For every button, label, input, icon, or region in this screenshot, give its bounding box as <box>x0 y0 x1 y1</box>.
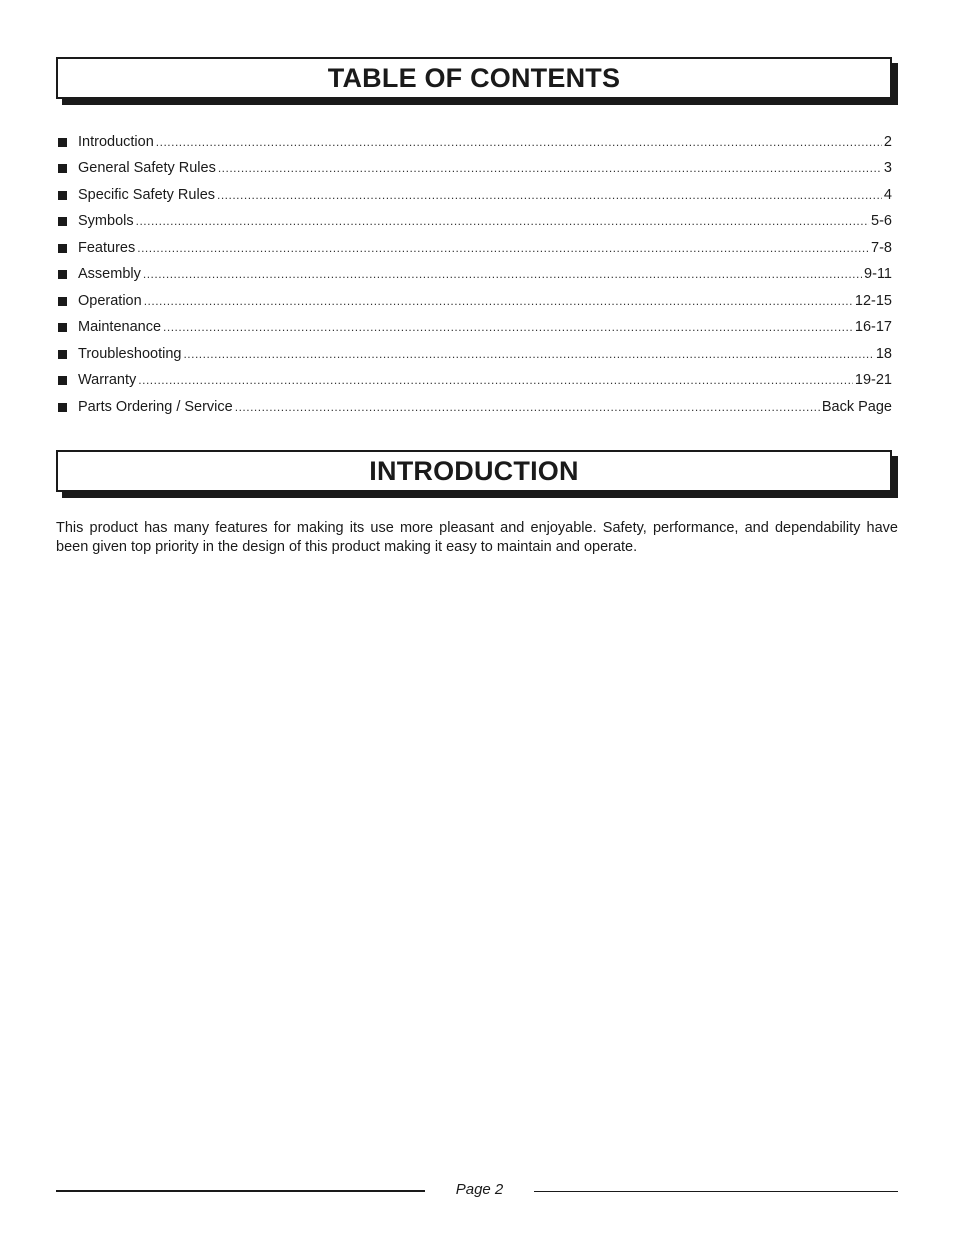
toc-item-title: General Safety Rules <box>78 160 216 176</box>
toc-item-page: 9-11 <box>864 266 892 282</box>
toc-leader-dots <box>217 186 882 204</box>
toc-item-page: 5-6 <box>871 213 892 229</box>
toc-leader-dots <box>144 292 853 310</box>
toc-item-title: Introduction <box>78 133 154 150</box>
footer-rule-right <box>534 1191 898 1192</box>
toc-item-title: Specific Safety Rules <box>78 186 216 203</box>
toc-item-title: Warranty <box>78 372 137 388</box>
square-bullet-icon <box>58 297 67 306</box>
square-bullet-icon <box>58 244 67 253</box>
toc-item-title: Parts Ordering / Service <box>78 398 233 415</box>
toc-item-title: Troubleshooting <box>78 345 182 362</box>
page-number: Page 2 <box>455 1181 504 1198</box>
toc-leader-dots <box>163 318 853 336</box>
toc-leader-dots <box>156 133 882 151</box>
toc-leader-dots <box>218 159 882 177</box>
toc-item[interactable] <box>58 151 892 178</box>
toc-item[interactable] <box>58 389 892 416</box>
toc-item[interactable] <box>58 336 892 363</box>
toc-leader-dots <box>137 239 869 257</box>
toc-leader-dots <box>143 265 862 283</box>
square-bullet-icon <box>58 138 67 147</box>
toc-item-title: Maintenance <box>78 319 162 335</box>
square-bullet-icon <box>58 403 67 412</box>
square-bullet-icon <box>58 376 67 385</box>
toc-item[interactable] <box>58 283 892 310</box>
introduction-body: This product has many features for making its use more pleasant and enjoyable. Safety, performance, and dependability have been given top priority in the design of this product making it easy to maintain and operate. <box>56 520 898 555</box>
toc-item-title: Features <box>78 239 136 256</box>
toc-item-page: 19-21 <box>854 372 892 388</box>
square-bullet-icon <box>58 350 67 359</box>
toc-leader-dots <box>183 345 873 363</box>
toc-header-box <box>56 57 892 99</box>
toc-list <box>58 124 892 416</box>
toc-item-page: 18 <box>875 345 892 362</box>
toc-item-page: Back Page <box>821 398 892 415</box>
square-bullet-icon <box>58 164 67 173</box>
toc-leader-dots <box>138 371 853 389</box>
toc-item[interactable] <box>58 124 892 151</box>
toc-item[interactable] <box>58 363 892 390</box>
introduction-header-box <box>56 450 892 492</box>
toc-item[interactable] <box>58 257 892 284</box>
toc-item-page: 7-8 <box>871 239 892 256</box>
toc-item[interactable] <box>58 310 892 337</box>
introduction-heading: INTRODUCTION <box>369 455 579 486</box>
square-bullet-icon <box>58 191 67 200</box>
toc-leader-dots <box>136 212 869 230</box>
toc-heading: TABLE OF CONTENTS <box>327 62 621 93</box>
footer-rule-left <box>56 1190 425 1192</box>
square-bullet-icon <box>58 323 67 332</box>
toc-item-page: 4 <box>883 186 892 203</box>
toc-item[interactable] <box>58 230 892 257</box>
square-bullet-icon <box>58 270 67 279</box>
toc-item[interactable] <box>58 204 892 231</box>
toc-leader-dots <box>235 398 820 416</box>
square-bullet-icon <box>58 217 67 226</box>
toc-item-page: 16-17 <box>854 319 892 335</box>
toc-item-page: 3 <box>883 160 892 176</box>
toc-item-title: Assembly <box>78 266 141 282</box>
toc-item-title: Operation <box>78 292 142 309</box>
toc-item-page: 12-15 <box>854 292 892 309</box>
toc-item[interactable] <box>58 177 892 204</box>
toc-item-title: Symbols <box>78 213 134 229</box>
toc-item-page: 2 <box>883 133 892 150</box>
